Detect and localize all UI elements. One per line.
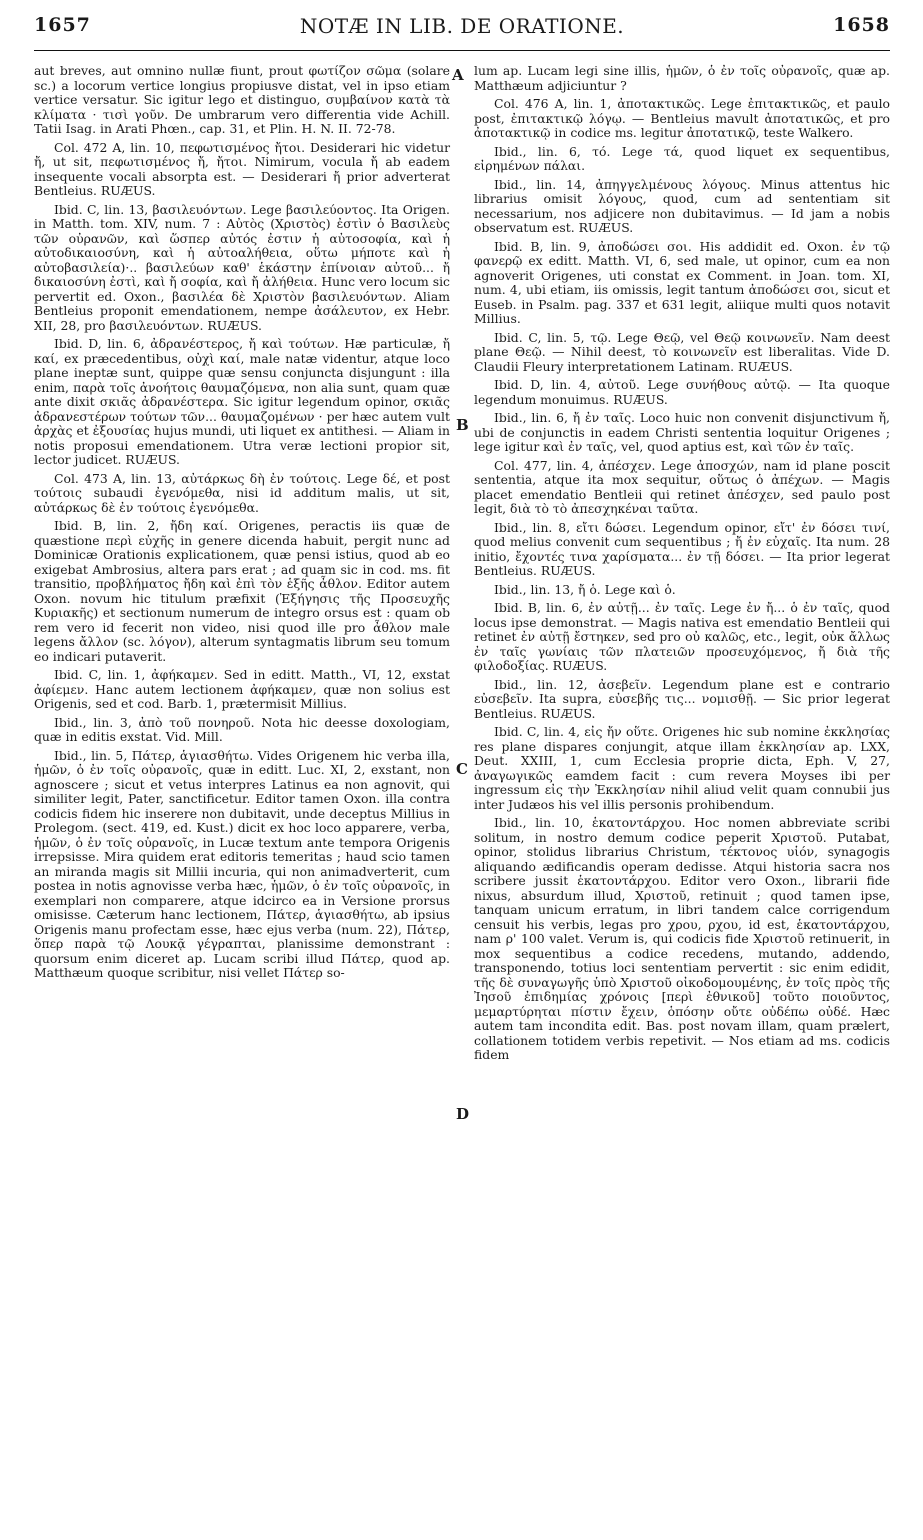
note-paragraph: aut breves, aut omnino nullæ fiunt, prout φωτίζον σῶμα (solare sc.) a locorum vertice longius propiusve distat, vel in ipso etiam vertice versatur. Sic igitur lego et distinguo, συμβαίνον κατὰ τὰ κλίματα · τισὶ γοῦν. De umbrarum vero differentia vide Achill. Tatii Isag. in Arati Phœn., cap. 31, et Plin. H. N. II. 72-78. bbox=[34, 63, 450, 136]
left-column bbox=[34, 64, 450, 985]
note-paragraph: Ibid. C, lin. 4, εἰς ἤν οὕτε. Origenes hic sub nomine ἐκκλησίας res plane dispares conjungit, atque illam ἐκκλησίαν ap. LXX, Deut. XXIII, 1, cum Ecclesia proprie dicta, Eph. V, 27, ἀναγωγικῶς eamdem facit : cum revera Moyses ibi per ingressum εἰς τὴν Ἐκκλησίαν nihil aliud velit quam connubii jus inter Judæos his vel illis personis prohibendum. bbox=[474, 724, 890, 812]
note-paragraph: Ibid., lin. 12, ἀσεβεῖν. Legendum plane est e contrario εὐσεβεῖν. Ita supra, εὐσεβῆς τις... νομισθῇ. — Sic prior legerat Bentleius. RUÆUS. bbox=[474, 676, 890, 721]
note-paragraph: Ibid. D, lin. 4, αὐτοῦ. Lege συνήθους αὐτῷ. — Ita quoque legendum monuimus. RUÆUS. bbox=[474, 377, 890, 407]
note-paragraph: Col. 473 A, lin. 13, αὐτάρκως δὴ ἐν τούτοις. Lege δέ, et post τούτοις subaudi ἐγενόμεθα, nisi id additum malis, ut sit, αὐτάρκως δὲ ἐν τούτοις ἐγενόμεθα. bbox=[34, 470, 450, 515]
note-paragraph: Ibid., lin. 5, Πάτερ, ἁγιασθήτω. Vides Origenem hic verba illa, ἡμῶν, ὁ ἐν τοῖς οὐρανοῖς, quæ in editt. Luc. XI, 2, exstant, non agnoscere ; sicut et vetus interpres Latinus ea non agnovit, qui similiter legit, Pater, sanctificetur. Editor tamen Oxon. illa contra codicis fidem hic inserere non dubitavit, unde deceptus Millius in Prolegom. (sect. 419, ed. Kust.) dicit ex hoc loco apparere, verba, ἡμῶν, ὁ ἐν τοῖς οὐρανοῖς, in Lucæ textum ante tempora Origenis irrepsisse. Mira quidem erat editoris temeritas ; haud scio tamen an miranda magis sit Millii incuria, qui non animadverterit, cum postea in notis agnovisse verba hæc, ἡμῶν, ὁ ἐν τοῖς οὐρανοῖς, in exemplari non comparere, atque idcirco ea in Versione prorsus omisisse. Cæterum hanc lectionem, Πάτερ, ἁγιασθήτω, ab ipsius Origenis manu profectam esse, hæc ejus verba (num. 22), Πάτερ, ὅπερ παρὰ τῷ Λουκᾷ γέγραπται, planissime demonstrant : quorsum enim diceret ap. Lucam scribi illud Πάτερ, quod ap. Matthæum quoque scribitur, nisi vellet Πάτερ so- bbox=[34, 747, 450, 980]
right-column bbox=[474, 64, 890, 1067]
note-paragraph: Col. 476 A, lin. 1, ἀποτακτικῶς. Lege ἐπιτακτικῶς, et paulo post, ἐπιτακτικῷ λόγῳ. — Bentleius mavult ἀποτατικῶς, et pro ἀποτακτικῷ in codice ms. legitur ἀποτατικῷ, teste Walkero. bbox=[474, 96, 890, 140]
note-paragraph: Ibid. C, lin. 5, τῷ. Lege Θεῷ, vel Θεῷ κοινωνεῖν. Nam deest plane Θεῷ. — Nihil deest, τὸ κοινωνεῖν est liberalitas. Vide D. Claudii Fleury interpretationem Latinam. RUÆUS. bbox=[474, 329, 890, 374]
note-paragraph: Ibid. C, lin. 13, βασιλευόντων. Lege βασιλεύοντος. Ita Origen. in Matth. tom. XIV, num. 7 : Αὐτὸς (Χριστὸς) ἐστὶν ὁ Βασιλεὺς τῶν οὐρανῶν, καὶ ὥσπερ αὐτός ἐστιν ἡ αὐτοσοφία, καὶ ἡ αὐτοδικαιοσύνη, καὶ ἡ αὐτοαλήθεια, οὕτω μήποτε καὶ ἡ αὐτοβασιλεία)·.. βασιλεύων καθ' ἑκάστην ἐπίνοιαν αὐτοῦ... ἤ δικαιοσύνη ἐστὶ, καὶ ἤ σοφία, καὶ ἤ ἀλήθεια. Hunc vero locum sic pervertit ed. Oxon., βασιλέα δὲ Χριστὸν βασιλευόντων. Aliam Bentleius proponit emendationem, nempe ἀσάλευτον, ex Hebr. XII, 28, pro βασιλευόντων. RUÆUS. bbox=[34, 201, 450, 333]
note-paragraph: Col. 477, lin. 4, ἀπέσχεν. Lege ἀποσχών, nam id plane poscit sententia, atque ita mox sequitur, οὕτως ὁ ἀπέχων. — Magis placet emendatio Bentleii qui retinet ἀπέσχεν, sed paulo post legit, διὰ τὸ τὸ ἀπεσχηκέναι ταῦτα. bbox=[474, 457, 890, 516]
margin-marker-c: C bbox=[456, 760, 468, 778]
note-paragraph: Col. 472 A, lin. 10, πεφωτισμένος ἤτοι. Desiderari hic videtur ἤ, ut sit, πεφωτισμένος ἤ, ἤτοι. Nimirum, vocula ἤ ab eadem insequente vocali absorpta est. — Desiderari ἤ prior adverterat Bentleius. RUÆUS. bbox=[34, 139, 450, 198]
note-paragraph: Ibid. B, lin. 2, ἤδη καί. Origenes, peractis iis quæ de quæstione περὶ εὐχῆς in genere dicenda habuit, pergit nunc ad Dominicæ Orationis explicationem, quæ pensi istius, quod ab eo exigebat Ambrosius, altera pars erat ; ad quam sic in cod. ms. fit transitio, προβλήματος ἤδη καὶ ἐπὶ τὸν ἑξῆς ἆθλον. Editor autem Oxon. novum hic titulum præfixit (Ἐξήγησις τῆς Προσευχῆς Κυριακῆς) et sectionum numerum de integro orsus est : quam ob rem vero id fecerit non video, nisi quod ille pro ἆθλον male legens ἄλλον (sc. λόγον), alterum syntagmatis librum seu tomum eo indicari putaverit. bbox=[34, 518, 450, 664]
margin-marker-d: D bbox=[456, 1105, 470, 1123]
note-paragraph: Ibid. D, lin. 6, ἀδρανέστερος, ἤ καὶ τούτων. Hæ particulæ, ἤ καί, ex præcedentibus, οὐχὶ καί, male natæ videntur, atque loco plane ineptæ sunt, quippe quæ sensu conjuncta disjungunt : illa enim, παρὰ τοῖς ἀνοήτοις θαυμαζόμενα, non alia sunt, quam quæ ante dixit σκιᾶς ἀδρανέστερα. Sic igitur legendum opinor, σκιᾶς ἀδρανεστέρων τούτων τῶν... θαυμαζομένων · per hæc autem vult ἀρχὰς et ἐξουσίας hujus mundi, uti liquet ex antithesi. — Aliam in notis proposui emendationem. Utra veræ lectioni propior sit, lector judicet. RUÆUS. bbox=[34, 336, 450, 467]
note-paragraph: Ibid., lin. 14, ἀπηγγελμένους λόγους. Minus attentus hic librarius omisit λόγους, quod, cum ad sententiam sit necessarium, nos adjicere non dubitavimus. — Id jam a nobis observatum est. RUÆUS. bbox=[474, 176, 890, 235]
note-paragraph: Ibid., lin. 3, ἀπὸ τοῦ πονηροῦ. Nota hic deesse doxologiam, quæ in editis exstat. Vid. Mill. bbox=[34, 714, 450, 744]
note-paragraph: Ibid., lin. 6, τό. Lege τά, quod liquet ex sequentibus, εἰρημένων πάλαι. bbox=[474, 143, 890, 173]
margin-marker-b: B bbox=[456, 416, 469, 434]
note-paragraph: lum ap. Lucam legi sine illis, ἡμῶν, ὁ ἐν τοῖς οὐρανοῖς, quæ ap. Matthæum adjiciuntur ? bbox=[474, 63, 890, 93]
page-header bbox=[34, 10, 890, 51]
note-paragraph: Ibid., lin. 8, εἴτι δώσει. Legendum opinor, εἴτ' ἐν δόσει τινί, quod melius convenit cum sequentibus ; ἤ ἐν εὐχαῖς. Ita num. 28 initio, ἔχοντές τινα χαρίσματα... ἐν τῇ δόσει. — Ita prior legerat Bentleius. RUÆUS. bbox=[474, 519, 890, 578]
note-paragraph: Ibid., lin. 6, ἤ ἐν ταῖς. Loco huic non convenit disjunctivum ἤ, ubi de conjunctis in eadem Christi sententia loquitur Origenes ; lege igitur καὶ ἐν ταῖς, vel, quod aptius est, καὶ τῶν ἐν ταῖς. bbox=[474, 410, 890, 454]
note-paragraph: Ibid., lin. 13, ἤ ὁ. Lege καὶ ὁ. bbox=[494, 581, 676, 597]
margin-marker-a: A bbox=[452, 66, 464, 84]
running-title: NOTÆ IN LIB. DE ORATIONE. bbox=[299, 14, 625, 38]
page-number-left: 1657 bbox=[34, 14, 91, 36]
note-paragraph: Ibid. C, lin. 1, ἀφήκαμεν. Sed in editt. Matth., VI, 12, exstat ἀφίεμεν. Hanc autem lectionem ἀφήκαμεν, quæ non solius est Origenis, sed et cod. Barb. 1, prætermisit Millius. bbox=[34, 667, 450, 711]
note-paragraph: Ibid. B, lin. 9, ἀποδώσει σοι. His addidit ed. Oxon. ἐν τῷ φανερῷ ex editt. Matth. VI, 6, sed male, ut opinor, cum ea non agnoverit Origenes, uti constat ex Comment. in Joan. tom. XI, num. 4, ubi etiam, iis omissis, legit tantum ἀποδώσει σοι, sicut et Euseb. in Psalm. pag. 337 et 631 legit, aliique multi quos notavit Millius. bbox=[474, 238, 890, 326]
page-number-right: 1658 bbox=[833, 14, 890, 36]
note-paragraph: Ibid., lin. 10, ἑκατοντάρχου. Hoc nomen abbreviate scribi solitum, in nostro demum codice peperit Χριστοῦ. Putabat, opinor, stolidus librarius Christum, τέκτονος υἱόν, synagogis aliquando ædificandis operam dedisse. Atqui historia sacra nos scribere jussit ἑκατοντάρχου. Editor vero Oxon., librarii fide nixus, absurdum illud, Χριστοῦ, retinuit ; quod tamen ipse, tanquam unicum erratum, in libri tandem calce corrigendum censuit his verbis, legas pro χρου, ρχου, id est, ἑκατοντάρχου, nam ρ' 100 valet. Verum is, qui codicis fide Χριστοῦ retinuerit, in mox sequentibus a codice recedens, mutando, addendo, transponendo, totius loci sententiam pervertit : sic enim edidit, τῆς δὲ συναγωγῆς ὑπὸ Χριστοῦ οἰκοδομουμένης, ἐν τοῖς πρὸς τῆς Ἰησοῦ ἐπιδημίας χρόνοις [περὶ ἐθνικοῦ] τοῦτο ποιοῦντος, μεμαρτύρηται πίστιν ἔχειν, ὁπόσην οὔτε οὐδέπω οὐδέ. Hæc autem tam incondita edit. Bas. post novam illam, quam prælert, collationem totidem verbis repetivit. — Nos etiam ad ms. codicis fidem bbox=[474, 815, 890, 1062]
note-paragraph: Ibid. B, lin. 6, ἐν αὐτῇ... ἐν ταῖς. Lege ἐν ἤ... ὁ ἐν ταῖς, quod locus ipse demonstrat. — Magis nativa est emendatio Bentleii qui retinet ἐν αὐτῇ ἔστηκεν, sed pro οὐ καλῶς, etc., legit, οὐκ ἄλλως ἐν ταῖς γωνίαις τῶν πλατειῶν προσευχόμενος, ἤ διὰ τῆς φιλοδοξίας. RUÆUS. bbox=[474, 600, 890, 673]
